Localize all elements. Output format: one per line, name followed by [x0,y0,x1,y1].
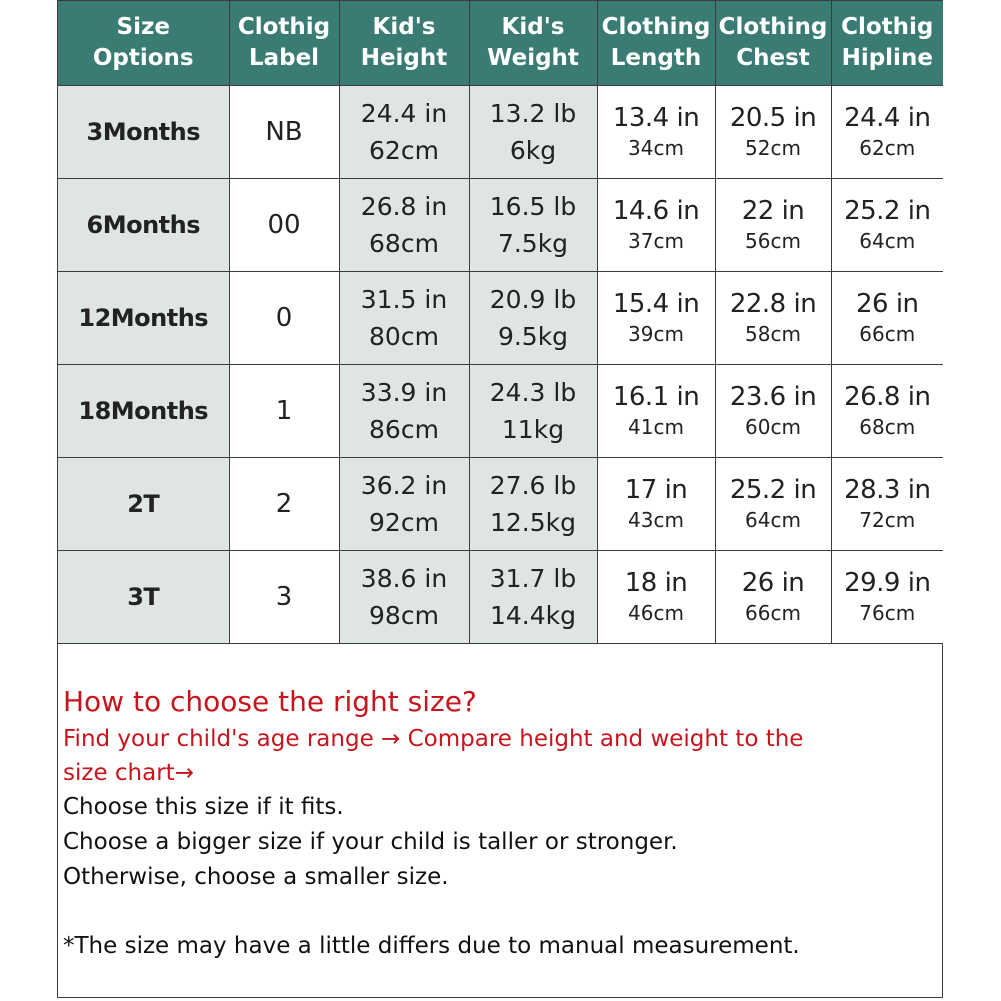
table-row [58,364,943,457]
height-in-value: 24.4 in [360,98,448,128]
clothing-hipline-cell [831,271,943,364]
length-cm-value: 39cm [628,321,684,346]
clothing-label-cell: 3 [229,550,339,643]
clothing-label-cell: 00 [229,178,339,271]
clothing-chest-cell [715,364,831,457]
hipline-cm-value: 76cm [859,600,916,625]
weight-lb-value: 13.2 lb [489,98,577,128]
height-in-value: 38.6 in [360,563,448,593]
hipline-in-value: 28.3 in [844,474,931,505]
height-cm-value: 86cm [369,414,439,444]
height-cm-value: 62cm [369,135,439,165]
header-clothing-hipline-line2: Hipline [841,44,933,71]
size-option-cell: 18Months [58,364,229,457]
chest-cm-value: 60cm [745,414,801,439]
clothing-chest-cell [715,271,831,364]
height-cm-value: 80cm [369,321,439,351]
header-clothing-label-line2: Label [248,44,320,71]
size-guide-tip-smaller: Otherwise, choose a smaller size. [63,864,449,890]
chest-in-value: 26 in [741,567,805,598]
size-guide-heading: How to choose the right size? [63,685,477,718]
size-guide-notes [63,682,933,964]
length-in-value: 13.4 in [612,102,700,133]
hipline-in-value: 29.9 in [844,567,931,598]
clothing-length-cell [597,271,715,364]
header-clothing-label-line1: Clothig [237,13,331,40]
height-cm-value: 98cm [369,600,439,630]
chest-in-value: 20.5 in [729,102,817,133]
chest-cm-value: 66cm [745,600,801,625]
length-in-value: 16.1 in [612,381,700,412]
clothing-length-cell [597,550,715,643]
header-clothing-chest-line1: Clothing [718,13,828,40]
clothing-length-cell [597,178,715,271]
length-in-value: 18 in [624,567,688,598]
hipline-in-value: 26.8 in [844,381,931,412]
table-row [58,178,943,271]
chest-cm-value: 58cm [745,321,801,346]
weight-kg-value: 12.5kg [489,507,576,537]
weight-lb-value: 31.7 lb [489,563,577,593]
size-option-cell: 3Months [58,85,229,178]
length-in-value: 14.6 in [612,195,700,226]
height-in-value: 31.5 in [360,284,448,314]
header-clothing-chest-line2: Chest [736,44,810,71]
chest-in-value: 22 in [741,195,805,226]
header-clothing-length [597,1,715,85]
header-clothing-length-line1: Clothing [601,13,711,40]
size-chart-sheet [57,0,943,998]
chest-in-value: 23.6 in [729,381,817,412]
header-size-options-line1: Size [116,13,170,40]
size-option-cell: 12Months [58,271,229,364]
clothing-chest-cell [715,85,831,178]
hipline-in-value: 24.4 in [844,102,931,133]
size-guide-tip-fits: Choose this size if it fits. [63,794,344,820]
hipline-cm-value: 66cm [859,321,916,346]
height-cm-value: 92cm [369,507,439,537]
size-guide-step-line-2: size chart→ [63,760,194,786]
header-clothing-hipline-line1: Clothig [841,13,934,40]
measurement-disclaimer: *The size may have a little differs due to manual measurement. [63,933,800,959]
clothing-label-cell: 2 [229,457,339,550]
kids-height-cell [339,85,469,178]
clothing-hipline-cell [831,85,943,178]
kids-weight-cell [469,85,597,178]
size-option-cell: 2T [58,457,229,550]
length-in-value: 15.4 in [612,288,700,319]
clothing-hipline-cell [831,550,943,643]
table-row [58,457,943,550]
size-option-cell: 6Months [58,178,229,271]
kids-weight-cell [469,364,597,457]
weight-lb-value: 20.9 lb [489,284,577,314]
header-row [58,1,943,85]
weight-kg-value: 7.5kg [497,228,569,258]
hipline-cm-value: 64cm [859,228,916,253]
length-cm-value: 46cm [628,600,684,625]
header-clothing-length-line2: Length [610,44,702,71]
kids-height-cell [339,457,469,550]
kids-weight-cell [469,457,597,550]
clothing-label-cell: 0 [229,271,339,364]
hipline-cm-value: 62cm [859,135,916,160]
size-guide-tip-bigger: Choose a bigger size if your child is taller or stronger. [63,829,678,855]
header-kids-weight [469,1,597,85]
header-kids-height [339,1,469,85]
table-row [58,271,943,364]
weight-kg-value: 9.5kg [497,321,569,351]
length-in-value: 17 in [624,474,688,505]
header-clothing-label [229,1,339,85]
length-cm-value: 37cm [628,228,684,253]
clothing-chest-cell [715,457,831,550]
header-kids-weight-line2: Weight [487,44,579,71]
table-row [58,550,943,643]
clothing-length-cell [597,364,715,457]
size-chart-table [58,1,943,644]
clothing-hipline-cell [831,364,943,457]
length-cm-value: 41cm [628,414,684,439]
chest-cm-value: 56cm [745,228,801,253]
clothing-chest-cell [715,178,831,271]
hipline-cm-value: 68cm [859,414,916,439]
kids-weight-cell [469,271,597,364]
chest-in-value: 25.2 in [729,474,817,505]
clothing-label-cell: 1 [229,364,339,457]
chest-in-value: 22.8 in [729,288,817,319]
chest-cm-value: 64cm [745,507,801,532]
header-clothing-chest [715,1,831,85]
hipline-cm-value: 72cm [859,507,916,532]
clothing-hipline-cell [831,457,943,550]
weight-kg-value: 6kg [509,135,557,165]
header-size-options [58,1,229,85]
kids-weight-cell [469,550,597,643]
table-row [58,85,943,178]
clothing-length-cell [597,85,715,178]
clothing-hipline-cell [831,178,943,271]
clothing-label-cell: NB [229,85,339,178]
height-in-value: 26.8 in [360,191,448,221]
clothing-length-cell [597,457,715,550]
header-clothing-hipline [831,1,943,85]
hipline-in-value: 25.2 in [844,195,931,226]
weight-lb-value: 24.3 lb [489,377,577,407]
kids-weight-cell [469,178,597,271]
kids-height-cell [339,550,469,643]
size-option-cell: 3T [58,550,229,643]
weight-kg-value: 14.4kg [489,600,576,630]
weight-lb-value: 16.5 lb [489,191,577,221]
length-cm-value: 34cm [628,135,684,160]
header-kids-height-line1: Kid's [372,13,436,40]
weight-kg-value: 11kg [501,414,565,444]
hipline-in-value: 26 in [855,288,919,319]
height-cm-value: 68cm [369,228,439,258]
length-cm-value: 43cm [628,507,684,532]
size-guide-step-line-1: Find your child's age range → Compare height and weight to the [63,726,804,752]
chest-cm-value: 52cm [745,135,801,160]
height-in-value: 36.2 in [360,470,448,500]
clothing-chest-cell [715,550,831,643]
kids-height-cell [339,364,469,457]
height-in-value: 33.9 in [360,377,448,407]
header-kids-height-line2: Height [360,44,448,71]
weight-lb-value: 27.6 lb [489,470,577,500]
header-size-options-line2: Options [92,44,194,71]
kids-height-cell [339,271,469,364]
kids-height-cell [339,178,469,271]
header-kids-weight-line1: Kid's [501,13,565,40]
